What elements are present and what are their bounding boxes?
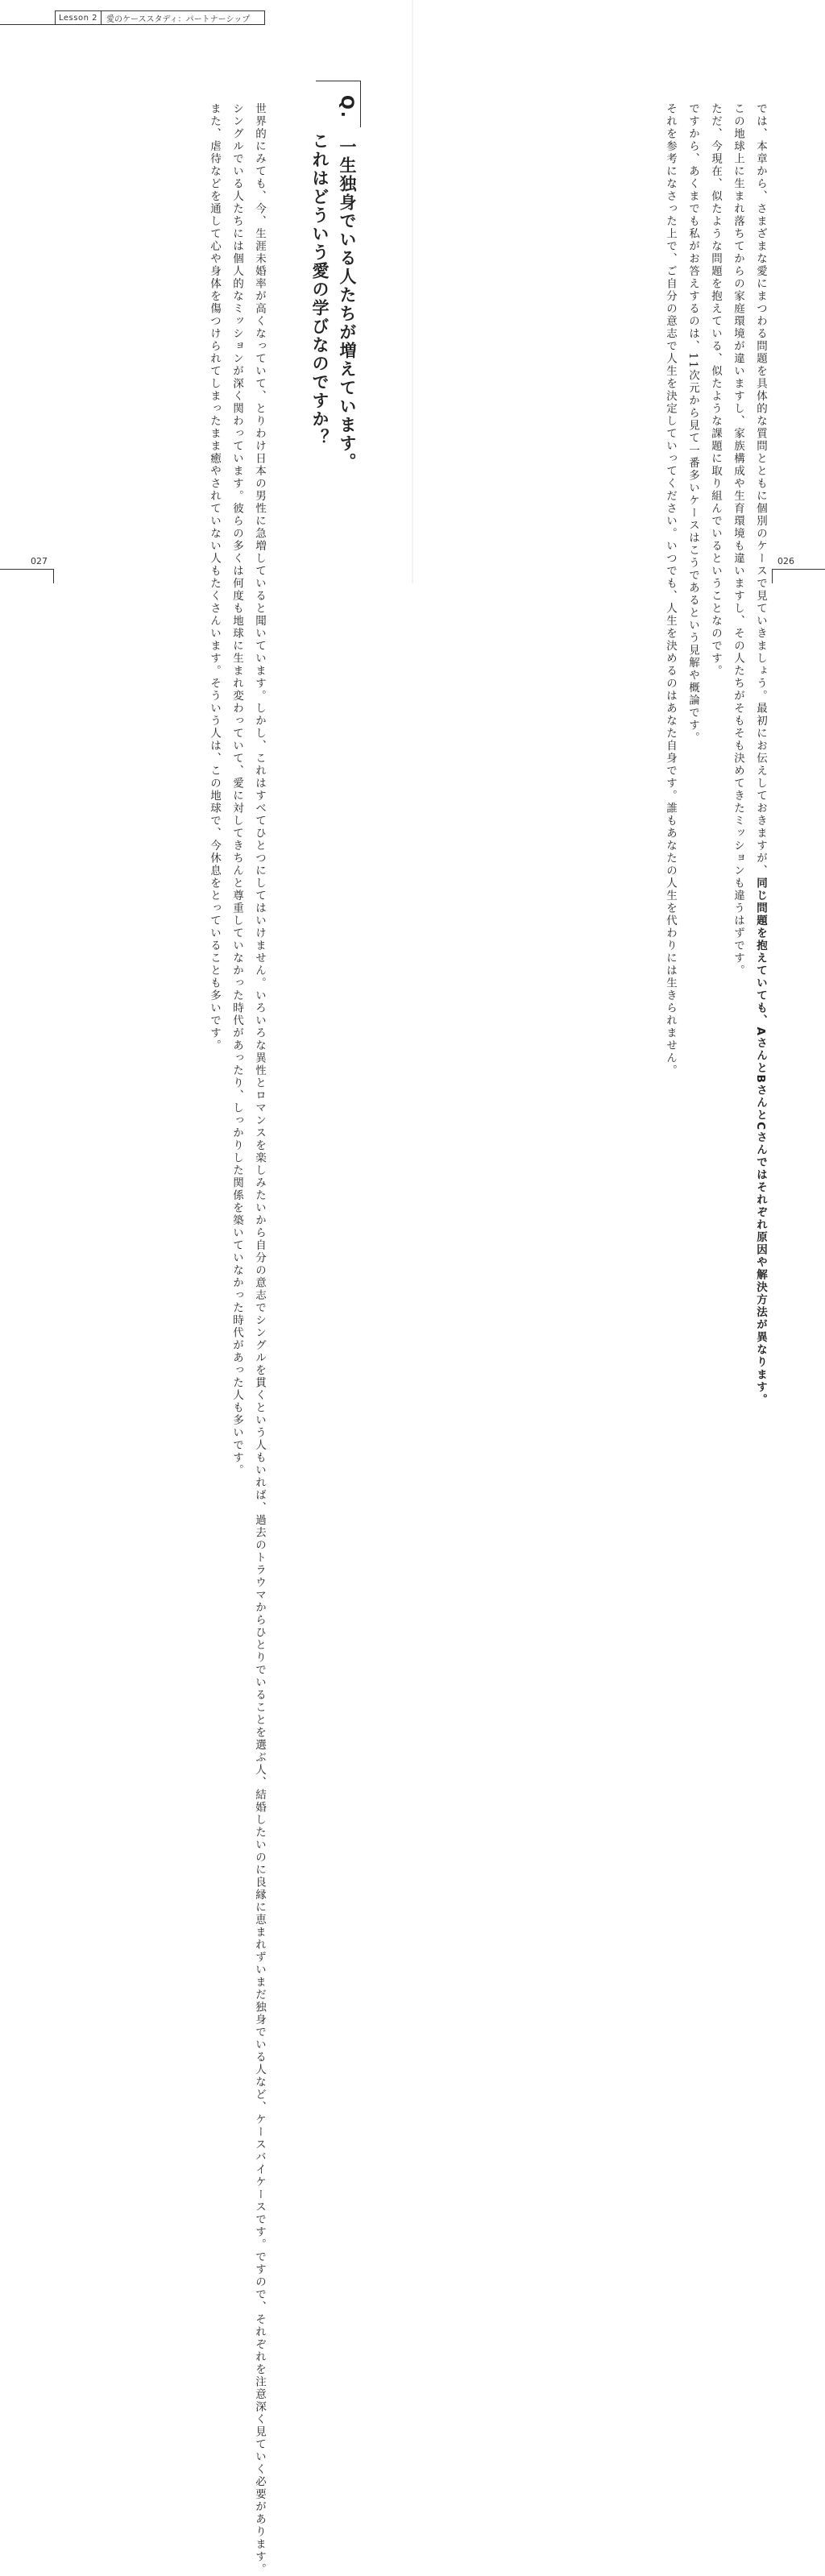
corner-mark-left-v (53, 569, 54, 583)
corner-mark-right-v (772, 569, 773, 583)
chapter-title: 愛のケーススタディ：パートナーシップ (102, 10, 265, 25)
left-page-body (68, 90, 271, 2576)
page-number-right: 026 (777, 556, 794, 566)
left-paragraph-1: 世界的にみても、今、生涯未婚率が高くなっていて、とりわけ日本の男性に急増していると聞いています。しかし、これはすべてひとつにしてはいけません。いろいろな異性とロマンスを楽しみたいから自分の意志でシングルを貫くという人もいれば、過去のトラウマからひとりでいることを選ぶ人、結婚したいのに良縁に恵まれずいまだ独身でいる人など、ケースバイケースです。ですので、それぞれを注意深く見ていく必要があります。 (253, 90, 266, 2576)
header-rule (0, 24, 55, 25)
gutter (412, 0, 413, 583)
left-paragraph-3: また、虐待などを通して心や身体を傷つけられてしまったまま癒やされていない人もたくさんいます。そういう人は、この地球で、今休息をとっていることも多いです。 (208, 90, 221, 1052)
left-paragraph-2: シングルでいる人たちには個人的なミッションが深く関わっています。彼らの多くは何度も地球に生まれ変わっていて、愛に対してきちんと尊重していなかった時代があったり、しっかりした関係を築いていなかった時代があった人も多いです。 (230, 90, 243, 1477)
lesson-label: Lesson 2 (55, 10, 102, 25)
right-page-body (549, 90, 772, 1407)
right-paragraph-2: この地球上に生まれ落ちてからの家庭環境が違いますし、家族構成や生育環境も違いますし、その人たちがそもそも決めてきたミッションも違うはずです。 (732, 90, 744, 977)
right-paragraph-1-emphasis: 同じ問題を抱えていても、AさんとBさんとCさんではそれぞれ原因や解決方法が異なります。 (754, 877, 767, 1407)
right-paragraph-4: ですから、あくまでも私がお答えするのは、11次元から見て一番多いケースはこうであるという見解や概論です。 (686, 90, 699, 745)
question-heading (300, 95, 361, 471)
question-line-2: これはどういう愛の学びなのですか？ (310, 132, 330, 447)
right-paragraph-1-text: では、本章から、さまざまな愛にまつわる問題を具体的な質問とともに個別のケースで見ていきましょう。最初にお伝えしておきますが、 (754, 90, 767, 877)
running-header (55, 10, 265, 25)
corner-mark-right-h (772, 569, 825, 570)
right-paragraph-5: それを参考になさった上で、ご自分の意志で人生を決定していってください。いつでも、人生を決めるのはあなた自身です。誰もあなたの人生を代わりには生きられません。 (664, 90, 677, 1077)
right-paragraph-3: ただ、今現在、似たような問題を抱えている、似たような課題に取り組んでいるということなのです。 (709, 90, 722, 678)
question-mark: Q. (338, 95, 357, 119)
question-line-1: 一生独身でいる人たちが増えています。 (338, 137, 357, 471)
right-paragraph-1 (749, 90, 772, 1407)
page-number-left: 027 (31, 556, 48, 566)
corner-mark-left-h (0, 569, 53, 570)
